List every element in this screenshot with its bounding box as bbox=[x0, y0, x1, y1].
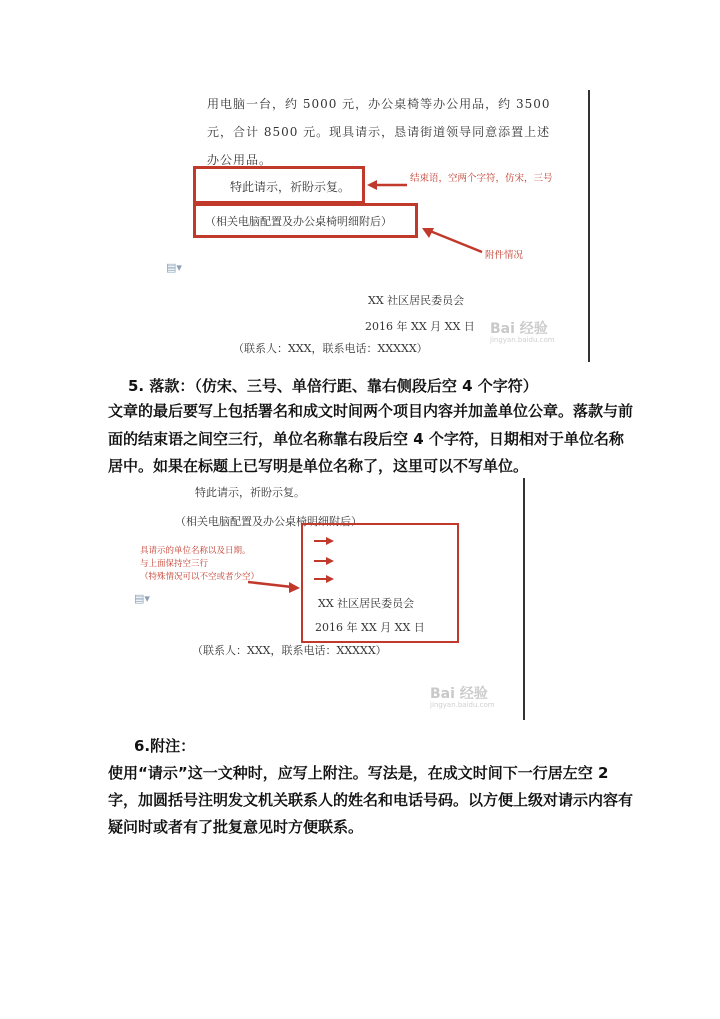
arrow-row-1 bbox=[314, 531, 334, 550]
page-edge-line bbox=[588, 90, 590, 362]
doc-date: 2016 年 XX 月 XX 日 bbox=[315, 621, 425, 634]
screenshot-document-excerpt-2 bbox=[130, 478, 530, 723]
closing-text: 特此请示，祈盼示复。 bbox=[230, 180, 351, 194]
arrow-row-3 bbox=[314, 569, 334, 588]
section-5-body-line-2: 面的结束语之间空三行，单位名称靠右段后空 4 个字符，日期相对于单位名称 bbox=[108, 430, 624, 448]
document-icon: ▤▾ bbox=[166, 261, 182, 274]
doc-line-2: 元，合计 8500 元。现具请示，恳请街道领导同意添置上述 bbox=[207, 125, 551, 139]
section-6-body-line-2: 字，加圆括号注明发文机关联系人的姓名和电话号码。以方便上级对请示内容有 bbox=[108, 791, 634, 809]
section-5-body-line-1: 文章的最后要写上包括署名和成文时间两个项目内容并加盖单位公章。落款与前 bbox=[108, 402, 634, 420]
closing-text: 特此请示，祈盼示复。 bbox=[195, 486, 305, 499]
arrow-row-2 bbox=[314, 551, 334, 570]
arrow-annotation bbox=[248, 578, 300, 597]
baidu-watermark: Bai 经验 jingyan.baidu.com bbox=[490, 321, 555, 344]
attachment-text: （相关电脑配置及办公桌椅明细附后） bbox=[175, 515, 362, 528]
contact-line: （联系人：XXX，联系电话：XXXXX） bbox=[192, 644, 387, 657]
annotation-attachment: 附件情况 bbox=[485, 250, 524, 261]
doc-line-3: 办公用品。 bbox=[207, 153, 273, 167]
annotation-line-2: 与上面保持空三行 bbox=[140, 559, 209, 569]
page-edge-line bbox=[523, 478, 525, 720]
annotation-line-3: （特殊情况可以不空或者少空） bbox=[140, 572, 260, 582]
attachment-text: （相关电脑配置及办公桌椅明细附后） bbox=[205, 215, 392, 228]
screenshot-document-excerpt-1 bbox=[160, 90, 595, 365]
org-name: XX 社区居民委员会 bbox=[368, 294, 465, 307]
arrow-closing bbox=[367, 176, 407, 195]
baidu-watermark: Bai 经验 jingyan.baidu.com bbox=[430, 686, 495, 709]
contact-line: （联系人：XXX，联系电话：XXXXX） bbox=[233, 342, 428, 355]
section-5-heading: 5. 落款：（仿宋、三号、单倍行距、靠右侧段后空 4 个字符） bbox=[128, 377, 538, 395]
section-6-body-line-1: 使用“请示”这一文种时，应写上附注。写法是，在成文时间下一行居左空 2 bbox=[108, 764, 609, 782]
section-6-body-line-3: 疑问时或者有了批复意见时方便联系。 bbox=[108, 818, 364, 836]
document-icon: ▤▾ bbox=[134, 592, 150, 605]
annotation-closing: 结束语，空两个字符，仿宋，三号 bbox=[410, 173, 553, 184]
annotation-line-1: 具请示的单位名称以及日期。 bbox=[140, 546, 251, 556]
arrow-attachment bbox=[422, 226, 484, 260]
section-6-heading: 6.附注： bbox=[134, 737, 196, 755]
doc-date: 2016 年 XX 月 XX 日 bbox=[365, 320, 475, 333]
doc-line-1: 用电脑一台，约 5000 元，办公桌椅等办公用品，约 3500 bbox=[207, 97, 551, 111]
org-name: XX 社区居民委员会 bbox=[318, 597, 415, 610]
section-5-body-line-3: 居中。如果在标题上已写明是单位名称了，这里可以不写单位。 bbox=[108, 457, 529, 475]
